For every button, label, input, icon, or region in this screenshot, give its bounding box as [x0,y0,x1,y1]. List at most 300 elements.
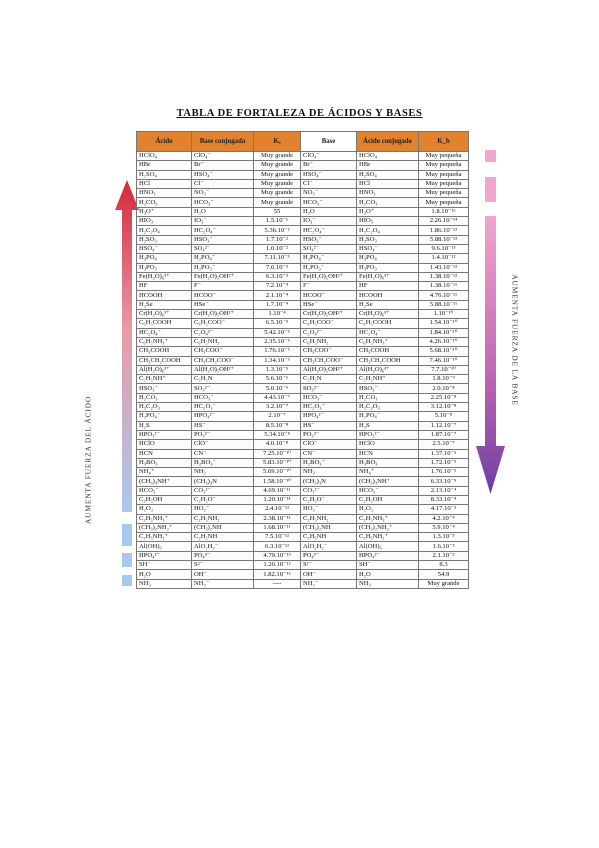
table-row [137,430,469,439]
kb-cell: 1.6.10⁻³ [419,542,469,551]
header-base: Base [301,132,357,152]
conjugate-acid-cell: CH₃COOH [357,347,419,356]
ka-cell: 3.2.10⁻⁷ [254,403,301,412]
acid-cell: H₃PO₄ [137,254,192,263]
base-cell: HC₂O₃⁻ [301,403,357,412]
ka-cell: 1.76.10⁻⁵ [254,347,301,356]
conjugate-acid-cell: H₂Se [357,300,419,309]
conjugate-acid-cell: HIO₃ [357,217,419,226]
acid-cell: (CH₃)₂NH₂⁺ [137,523,192,532]
conjugate-base-cell: Fe(H₂O)₅OH²⁺ [192,272,254,281]
base-cell: CO₃²⁻ [301,486,357,495]
base-strength-arrow-icon [474,150,506,495]
conjugate-base-cell: (CH₃)₃N [192,477,254,486]
conjugate-base-cell: Al(H₂O)₅OH²⁺ [192,365,254,374]
ka-cell: 2.38.10⁻¹¹ [254,514,301,523]
kb-cell: 4.76.10⁻¹¹ [419,291,469,300]
conjugate-acid-cell: NH₃ [357,579,419,588]
kb-cell: 1.43.10⁻¹² [419,263,469,272]
ka-cell: Muy grande [254,170,301,179]
acid-cell: H₂C₂O₃ [137,403,192,412]
acid-cell: C₅H₅NH⁺ [137,375,192,384]
conjugate-acid-cell: H₂O₂ [357,505,419,514]
table-row [137,328,469,337]
table-row [137,347,469,356]
conjugate-acid-cell: C₆H₅NH₃⁺ [357,337,419,346]
base-cell: F⁻ [301,282,357,291]
base-cell: HCO₃⁻ [301,198,357,207]
acid-cell: SH⁻ [137,561,192,570]
acid-cell: HC₂O₄⁻ [137,328,192,337]
table-row [137,198,469,207]
ka-cell: 7.11.10⁻³ [254,254,301,263]
acid-cell: HF [137,282,192,291]
acid-cell: C₆H₅NH₃⁺ [137,337,192,346]
table-row [137,514,469,523]
conjugate-acid-cell: HSO₄⁻ [357,244,419,253]
conjugate-acid-cell: C₅H₅NH⁺ [357,375,419,384]
ka-cell: 2.35.10⁻⁵ [254,337,301,346]
conjugate-base-cell: IO₃⁻ [192,217,254,226]
base-cell: H₂PO₃⁻ [301,263,357,272]
acid-cell: Al(OH)₃ [137,542,192,551]
kb-cell: 2.13.10⁻⁴ [419,486,469,495]
conjugate-acid-cell: HF [357,282,419,291]
acid-cell: Al(H₂O)₆³⁺ [137,365,192,374]
acid-cell: HBr [137,161,192,170]
page-title: TABLA DE FORTALEZA DE ÁCIDOS Y BASES [176,108,423,119]
left-arrow-label: AUMENTA FUERZA DEL ÁCIDO [83,395,93,525]
base-cell: HCOO⁻ [301,291,357,300]
ka-cell: 5.69.10⁻¹⁰ [254,468,301,477]
kb-cell: 2.0.10⁻⁸ [419,384,469,393]
acid-cell: H₂Se [137,300,192,309]
conjugate-acid-cell: HC₂O₄⁻ [357,328,419,337]
ka-cell: 1.58.10⁻¹⁰ [254,477,301,486]
conjugate-acid-cell: HBr [357,161,419,170]
base-cell: CH₃CH₂COO⁻ [301,356,357,365]
base-cell: HSO₄⁻ [301,170,357,179]
ka-cell: 1.34.10⁻⁵ [254,356,301,365]
table-row [137,458,469,467]
kb-cell: 2.1.10⁻² [419,551,469,560]
conjugate-base-cell: C₂O₄²⁻ [192,328,254,337]
table-row [137,226,469,235]
base-cell: C₂O₄²⁻ [301,328,357,337]
conjugate-base-cell: AlO₂H₂⁻ [192,542,254,551]
conjugate-base-cell: SO₄²⁻ [192,244,254,253]
table-row [137,152,469,161]
ka-cell: 4.69.10⁻¹¹ [254,486,301,495]
ka-cell: 7.6.10⁻³ [254,263,301,272]
conjugate-base-cell: HPO₄²⁻ [192,412,254,421]
conjugate-base-cell: CO₃²⁻ [192,486,254,495]
conjugate-acid-cell: Al(OH)₃ [357,542,419,551]
ka-cell: 2.10⁻⁷ [254,412,301,421]
ka-cell: Muy grande [254,161,301,170]
base-cell: PO₄³⁻ [301,551,357,560]
base-cell: ClO₄⁻ [301,152,357,161]
table-row [137,570,469,579]
acid-base-strength-table [136,131,469,589]
base-cell: CH₃COO⁻ [301,347,357,356]
acid-cell: HClO₄ [137,152,192,161]
base-cell: C₂H₅NH₂ [301,514,357,523]
ka-cell: 5.83.10⁻¹⁰ [254,458,301,467]
conjugate-acid-cell: H₃PO₄ [357,254,419,263]
acid-cell: HIO₃ [137,217,192,226]
base-cell: HC₂O₄⁻ [301,226,357,235]
acid-cell: HSO₄⁻ [137,244,192,253]
conjugate-acid-cell: H₂C₂O₄ [357,226,419,235]
kb-cell: 1.84.10⁻¹⁰ [419,328,469,337]
table-row [137,542,469,551]
kb-cell: 1.38.10⁻¹¹ [419,282,469,291]
kb-cell: Muy grande [419,579,469,588]
table-row [137,291,469,300]
table-row [137,477,469,486]
kb-cell: 5.88.10⁻¹³ [419,235,469,244]
ka-cell: 5.34.10⁻⁸ [254,430,301,439]
acid-cell: CH₃COOH [137,347,192,356]
kb-cell: 6.33.10⁻⁵ [419,477,469,486]
conjugate-acid-cell: H₂CO₃ [357,393,419,402]
kb-cell: 4.26.10⁻¹⁰ [419,337,469,346]
conjugate-acid-cell: Fe(H₂O)₆³⁺ [357,272,419,281]
acid-cell: H₂CO₃ [137,393,192,402]
base-cell: NH₃ [301,468,357,477]
conjugate-acid-cell: H₂S [357,421,419,430]
table-row [137,393,469,402]
ka-cell: 7.2.10⁻⁴ [254,282,301,291]
ka-cell: 2.4.10⁻¹² [254,505,301,514]
table-header-row [137,132,469,152]
base-cell: HCO₃⁻ [301,393,357,402]
table-row [137,161,469,170]
acid-cell: C₂H₅NH₃⁺ [137,514,192,523]
acid-cell: H₃BO₃ [137,458,192,467]
conjugate-base-cell: HC₂O₃⁻ [192,403,254,412]
kb-cell: Muy pequeña [419,198,469,207]
conjugate-base-cell: ClO⁻ [192,440,254,449]
table-row [137,421,469,430]
conjugate-base-cell: HSO₄⁻ [192,170,254,179]
kb-cell: 1.37.10⁻⁵ [419,449,469,458]
ka-cell: 1.3.10⁻⁵ [254,365,301,374]
acid-cell: HCOOH [137,291,192,300]
kb-cell: Muy pequeña [419,152,469,161]
ka-cell: 1.7.10⁻² [254,235,301,244]
conjugate-base-cell: NH₂⁻ [192,579,254,588]
base-cell: Fe(H₂O)₅OH²⁺ [301,272,357,281]
kb-cell: Muy pequeña [419,189,469,198]
ka-cell: 1.20.10⁻¹³ [254,561,301,570]
conjugate-acid-cell: H₂O [357,570,419,579]
acid-cell: HCN [137,449,192,458]
conjugate-base-cell: S²⁻ [192,561,254,570]
acid-cell: Cr(H₂O)₆³⁺ [137,310,192,319]
conjugate-acid-cell: CH₃CH₂COOH [357,356,419,365]
ka-cell: 5.36.10⁻² [254,226,301,235]
kb-cell: 1.4.10⁻¹² [419,254,469,263]
table-row [137,495,469,504]
ka-cell: 1.68.10⁻¹¹ [254,523,301,532]
conjugate-base-cell: PO₄³⁻ [192,551,254,560]
conjugate-base-cell: NH₃ [192,468,254,477]
table-row [137,217,469,226]
ka-cell: Muy grande [254,179,301,188]
table-row [137,263,469,272]
table-row [137,523,469,532]
base-cell: HPO₄²⁻ [301,412,357,421]
ka-cell: Muy grande [254,189,301,198]
base-cell: C₆H₅COO⁻ [301,319,357,328]
table-row [137,375,469,384]
acid-cell: HPO₃²⁻ [137,430,192,439]
table-row [137,468,469,477]
kb-cell: 8.3 [419,561,469,570]
base-cell: H₂BO₃⁻ [301,458,357,467]
conjugate-base-cell: H₂O [192,207,254,216]
ka-cell: 55 [254,207,301,216]
kb-cell: 7.46.10⁻¹⁰ [419,356,469,365]
conjugate-base-cell: Br⁻ [192,161,254,170]
ka-cell: 8.5.10⁻⁸ [254,421,301,430]
base-cell: Br⁻ [301,161,357,170]
acid-cell: Fe(H₂O)₆³⁺ [137,272,192,281]
ka-cell: Muy grande [254,198,301,207]
header-conjugate-base: Base conjugada [192,132,254,152]
base-cell: HO₂⁻ [301,505,357,514]
header-conjugate-acid: Ácido conjugado [357,132,419,152]
kb-cell: Muy pequeña [419,179,469,188]
conjugate-base-cell: C₂H₅O⁻ [192,495,254,504]
header-ka: Kₐ [254,132,301,152]
base-cell: NH₂⁻ [301,579,357,588]
kb-cell: 1.8.10⁻⁹ [419,375,469,384]
conjugate-base-cell: CH₃COO⁻ [192,347,254,356]
conjugate-acid-cell: HPO₃²⁻ [357,430,419,439]
acid-cell: C₆H₅COOH [137,319,192,328]
base-cell: C₂H₅NH [301,533,357,542]
ka-cell: 1.10⁻⁴ [254,310,301,319]
conjugate-base-cell: HSO₃⁻ [192,235,254,244]
conjugate-acid-cell: HCN [357,449,419,458]
conjugate-base-cell: HC₂O₄⁻ [192,226,254,235]
conjugate-base-cell: C₆H₅COO⁻ [192,319,254,328]
table-row [137,579,469,588]
acid-cell: H₃O⁺ [137,207,192,216]
conjugate-base-cell: ClO₄⁻ [192,152,254,161]
table-row [137,282,469,291]
conjugate-base-cell: SO₃²⁻ [192,384,254,393]
acid-cell: H₃PO₃ [137,263,192,272]
conjugate-acid-cell: (CH₃)₃NH⁺ [357,477,419,486]
conjugate-acid-cell: HClO [357,440,419,449]
ka-cell: 7.25.10⁻¹⁰ [254,449,301,458]
base-cell: (CH₃)₃N [301,477,357,486]
conjugate-base-cell: HCO₃⁻ [192,198,254,207]
conjugate-acid-cell: C₂H₅OH [357,495,419,504]
base-cell: (CH₃)₂NH [301,523,357,532]
conjugate-base-cell: Cr(H₂O)₅OH²⁺ [192,310,254,319]
conjugate-acid-cell: H₃BO₃ [357,458,419,467]
header-acid: Ácido [137,132,192,152]
conjugate-acid-cell: H₂SO₄ [357,170,419,179]
ka-cell: 4.79.10⁻¹³ [254,551,301,560]
conjugate-acid-cell: C₂H₅NH₃⁺ [357,514,419,523]
conjugate-acid-cell: HCO₃⁻ [357,486,419,495]
base-cell: AlO₂H₂⁻ [301,542,357,551]
conjugate-acid-cell: H₃O⁺ [357,207,419,216]
ka-cell: 6.3.10⁻³ [254,272,301,281]
conjugate-acid-cell: NH₄⁺ [357,468,419,477]
acid-cell: HCl [137,179,192,188]
base-cell: SO₄²⁻ [301,244,357,253]
acid-cell: H₂C₂O₄ [137,226,192,235]
ka-cell: Muy grande [254,152,301,161]
kb-cell: 2.5.10⁻⁷ [419,440,469,449]
conjugate-acid-cell: SH⁻ [357,561,419,570]
kb-cell: 5.10⁻⁸ [419,412,469,421]
conjugate-acid-cell: H₂PO₄⁻ [357,412,419,421]
base-cell: HS⁻ [301,421,357,430]
kb-cell: 1.86.10⁻¹³ [419,226,469,235]
base-cell: Cr(H₂O)₅OH²⁺ [301,310,357,319]
table-row [137,412,469,421]
table-row [137,486,469,495]
acid-cell: C₂H₅OH [137,495,192,504]
ka-cell: 4.43.10⁻⁷ [254,393,301,402]
conjugate-acid-cell: C₆H₅COOH [357,319,419,328]
acid-cell: HSO₃⁻ [137,384,192,393]
conjugate-acid-cell: (CH₃)₂NH₂⁺ [357,523,419,532]
conjugate-acid-cell: H₃PO₃ [357,263,419,272]
table-row [137,189,469,198]
table-row [137,254,469,263]
conjugate-acid-cell: HNO₃ [357,189,419,198]
acid-cell: HNO₃ [137,189,192,198]
acid-cell: H₂SO₄ [137,170,192,179]
conjugate-acid-cell: HSO₃⁻ [357,384,419,393]
base-cell: H₂PO₄⁻ [301,254,357,263]
kb-cell: 1.3.10⁻³ [419,533,469,542]
table-row [137,310,469,319]
conjugate-base-cell: (CH₃)₂NH [192,523,254,532]
kb-cell: 1.12.10⁻⁷ [419,421,469,430]
ka-cell: 6.3.10⁻¹² [254,542,301,551]
conjugate-acid-cell: H₂CO₃ [357,198,419,207]
base-cell: ClO⁻ [301,440,357,449]
conjugate-acid-cell: HClO₄ [357,152,419,161]
kb-cell: 4.17.10⁻³ [419,505,469,514]
acid-cell: HClO [137,440,192,449]
kb-cell: 5.68.10⁻¹⁰ [419,347,469,356]
table-row [137,179,469,188]
conjugate-base-cell: CH₃CH₂COO⁻ [192,356,254,365]
ka-cell: 4.0.10⁻⁸ [254,440,301,449]
base-cell: IO₃⁻ [301,217,357,226]
conjugate-acid-cell: H₂SO₃ [357,235,419,244]
ka-cell: 2.1.10⁻⁴ [254,291,301,300]
table-row [137,356,469,365]
table-row [137,551,469,560]
kb-cell: 1.87.10⁻⁷ [419,430,469,439]
kb-cell: Muy pequeña [419,170,469,179]
table-row [137,300,469,309]
base-cell: OH⁻ [301,570,357,579]
base-cell: HSe⁻ [301,300,357,309]
conjugate-base-cell: Cl⁻ [192,179,254,188]
ka-cell: 1.7.10⁻⁴ [254,300,301,309]
table-row [137,533,469,542]
kb-cell: 5.9.10⁻⁴ [419,523,469,532]
conjugate-base-cell: H₂PO₄⁻ [192,254,254,263]
kb-cell: 7.7.10⁻¹⁰ [419,365,469,374]
table-row [137,319,469,328]
conjugate-acid-cell: HCOOH [357,291,419,300]
table-row [137,365,469,374]
base-cell: CN⁻ [301,449,357,458]
acid-cell: HPO₄²⁻ [137,551,192,560]
table-row [137,561,469,570]
ka-cell: 5.0.10⁻⁶ [254,384,301,393]
conjugate-base-cell: PO₃³⁻ [192,430,254,439]
conjugate-acid-cell: HCl [357,179,419,188]
base-cell: C₂H₅O⁻ [301,495,357,504]
acid-cell: H₂S [137,421,192,430]
kb-cell: Muy pequeña [419,161,469,170]
base-cell: NO₃⁻ [301,189,357,198]
acid-cell: (CH₃)₃NH⁺ [137,477,192,486]
table-row [137,505,469,514]
conjugate-base-cell: C₂H₅NH₂ [192,514,254,523]
kb-cell: 1.8.10⁻¹⁶ [419,207,469,216]
base-cell: S²⁻ [301,561,357,570]
kb-cell: 1.38.10⁻¹² [419,272,469,281]
conjugate-acid-cell: Al(H₂O)₆³⁺ [357,365,419,374]
conjugate-base-cell: C₂H₅NH [192,533,254,542]
ka-cell: 5.42.10⁻⁵ [254,328,301,337]
base-cell: Al(H₂O)₅OH²⁺ [301,365,357,374]
conjugate-base-cell: HSe⁻ [192,300,254,309]
ka-cell: 1.0.10⁻² [254,244,301,253]
conjugate-base-cell: CN⁻ [192,449,254,458]
conjugate-base-cell: H₂PO₃⁻ [192,263,254,272]
base-cell: C₅H₅N [301,375,357,384]
acid-cell: H₂CO₃ [137,198,192,207]
table-row [137,440,469,449]
ka-cell: 1.20.10⁻¹¹ [254,495,301,504]
header-kb: K_b [419,132,469,152]
conjugate-base-cell: H₂BO₃⁻ [192,458,254,467]
table-row [137,449,469,458]
table-row [137,272,469,281]
base-cell: PO₃³⁻ [301,430,357,439]
conjugate-base-cell: F⁻ [192,282,254,291]
table-row [137,207,469,216]
kb-cell: 4.2.10⁻⁴ [419,514,469,523]
acid-cell: HCO₃⁻ [137,486,192,495]
base-cell: HSO₃⁻ [301,235,357,244]
kb-cell: 1.54.10⁻¹⁰ [419,319,469,328]
kb-cell: 2.25.10⁻⁸ [419,393,469,402]
acid-cell: H₂O₂ [137,505,192,514]
ka-cell: 1.82.10⁻¹⁶ [254,570,301,579]
table-row [137,235,469,244]
conjugate-base-cell: HO₂⁻ [192,505,254,514]
conjugate-acid-cell: HPO₄²⁻ [357,551,419,560]
